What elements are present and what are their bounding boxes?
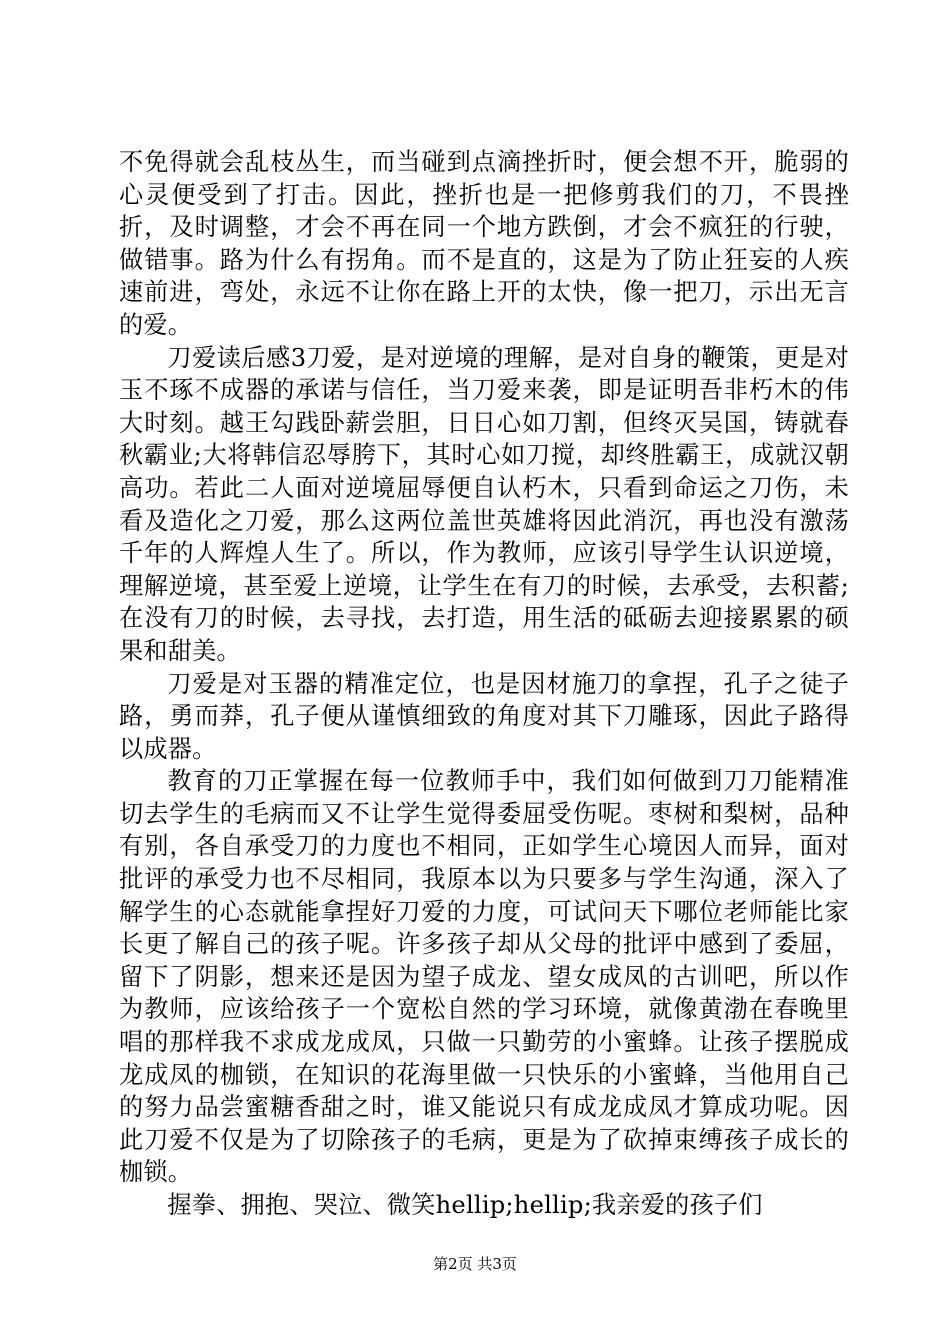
paragraph-1: 不免得就会乱枝丛生，而当碰到点滴挫折时，便会想不开，脆弱的心灵便受到了打击。因此，挫折也是一把修剪我们的刀，不畏挫折，及时调整，才会不再在同一个地方跌倒，才会不疯狂的行驶，做错事。路为什么有拐角。而不是直的，这是为了防止狂妄的人疾速前进，弯处，永远不让你在路上开的太快，像一把刀，示出无言的爱。 bbox=[119, 148, 849, 339]
page-number-footer: 第2页 共3页 bbox=[433, 1255, 517, 1273]
paragraph-5: 握拳、拥抱、哭泣、微笑hellip;hellip;我亲爱的孩子们 bbox=[167, 1191, 763, 1219]
document-body bbox=[119, 146, 849, 1222]
paragraph-3: 刀爱是对玉器的精准定位，也是因材施刀的拿捏，孔子之徒子路，勇而莽，孔子便从谨慎细致的角度对其下刀雕琢，因此子路得以成器。 bbox=[119, 669, 849, 763]
paragraph-2: 刀爱读后感3刀爱，是对逆境的理解，是对自身的鞭策，更是对玉不琢不成器的承诺与信任，当刀爱来袭，即是证明吾非朽木的伟大时刻。越王勾践卧薪尝胆，日日心如刀割，但终灭吴国，铸就春秋霸业;大将韩信忍辱胯下，其时心如刀搅，却终胜霸王，成就汉朝高功。若此二人面对逆境屈辱便自认朽木，只看到命运之刀伤，未看及造化之刀爱，那么这两位盖世英雄将因此消沉，再也没有激荡千年的人辉煌人生了。所以，作为教师，应该引导学生认识逆境，理解逆境，甚至爱上逆境，让学生在有刀的时候，去承受，去积蓄;在没有刀的时候，去寻找，去打造，用生活的砥砺去迎接累累的硕果和甜美。 bbox=[119, 343, 849, 665]
paragraph-4: 教育的刀正掌握在每一位教师手中，我们如何做到刀刀能精准切去学生的毛病而又不让学生觉得委屈受伤呢。枣树和梨树，品种有别，各自承受刀的力度也不相同，正如学生心境因人而异，面对批评的承受力也不尽相同，我原本以为只要多与学生沟通，深入了解学生的心态就能拿捏好刀爱的力度，可试问天下哪位老师能比家长更了解自己的孩子呢。许多孩子却从父母的批评中感到了委屈，留下了阴影，想来还是因为望子成龙、望女成凤的古训吧，所以作为教师，应该给孩子一个宽松自然的学习环境，就像黄渤在春晚里唱的那样我不求成龙成凤，只做一只勤劳的小蜜蜂。让孩子摆脱成龙成凤的枷锁，在知识的花海里做一只快乐的小蜜蜂，当他用自己的努力品尝蜜糖香甜之时，谁又能说只有成龙成凤才算成功呢。因此刀爱不仅是为了切除孩子的毛病，更是为了砍掉束缚孩子成长的枷锁。 bbox=[119, 767, 849, 1187]
